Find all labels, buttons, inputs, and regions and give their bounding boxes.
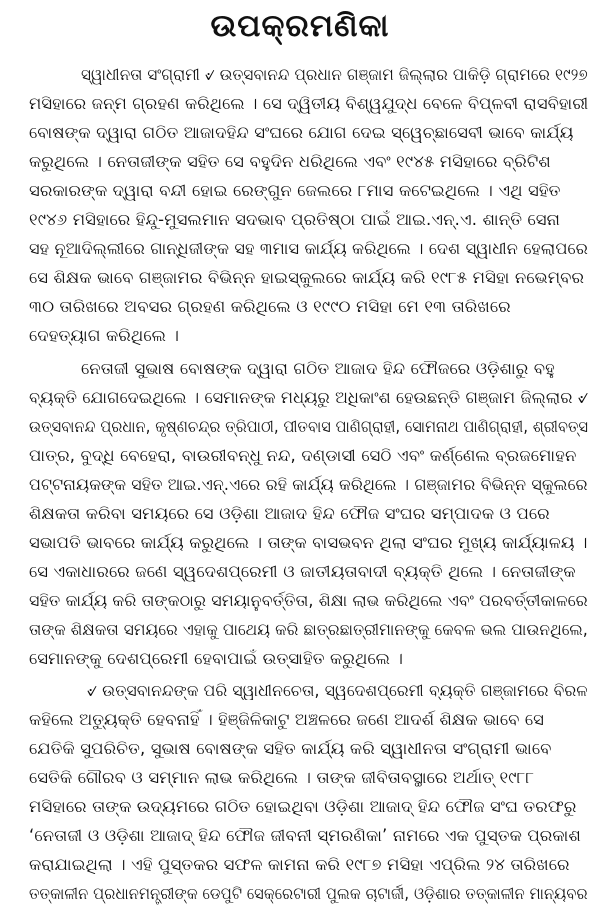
text-line: ସହ ନୂଆଦିଲ୍ଲୀରେ ଗାନ୍ଧିଜୀଙ୍କ ସହ ୩ମାସ କାର୍ଯ୍ୟ କରିଥିଲେ । ଦେଶ ସ୍ୱାଧୀନ ହେଲାପରେ [29, 239, 588, 258]
text-line: ମସିହାରେ ତାଙ୍କ ଉଦ୍ୟମରେ ଗଠିତ ହୋଇଥିବା ଓଡ଼ିଶା ଆଜାଦ୍ ହିନ୍ଦ ଫୌଜ ସଂଘ ତରଫରୁ [29, 797, 577, 816]
text-line: ସେ ଶିକ୍ଷକ ଭାବେ ଗଞ୍ଜାମର ବିଭିନ୍ନ ହାଇସ୍କୁଲରେ କାର୍ଯ୍ୟ କରି ୧୯୮୫ ମସିହା ନଭେମ୍ବର [29, 268, 585, 287]
text-line: ବ୍ୟକ୍ତି ଯୋଗଦେଇଥିଲେ । ସେମାନଙ୍କ ମଧ୍ୟରୁ ଅଧିକାଂଶ ହେଉଛନ୍ତି ଗଞ୍ଜାମ ଜିଲ୍ଲାର ୰ [29, 388, 589, 407]
text-line: ବୋଷଙ୍କ ଦ୍ୱାରା ଗଠିତ ଆଜାଦହିନ୍ଦ ସଂଘରେ ଯୋଗ ଦେଇ ସ୍ୱେଚ୍ଛାସେବୀ ଭାବେ କାର୍ଯ୍ୟ [29, 123, 574, 142]
text-line: ସରକାରଙ୍କ ଦ୍ୱାରା ବନ୍ଦୀ ହୋଇ ରେଙ୍ଗୁନ ଜେଲରେ ୮ମାସ କଟେଇଥିଲେ । ଏଥି ସହିତ [29, 181, 561, 200]
text-line: କରାଯାଇଥିଲା । ଏହି ପୁସ୍ତକର ସଫଳ କାମନା କରି ୧୯୮୭ ମସିହା ଏପ୍ରିଲ ୨୪ ତାରିଖରେ [29, 855, 570, 874]
text-line: ନେତାଜୀ ସୁଭାଷ ବୋଷଙ୍କ ଦ୍ୱାରା ଗଠିତ ଆଜାଦ ହିନ୍ଦ ଫୌଜରେ ଓଡ଼ିଶାରୁ ବହୁ [81, 359, 555, 378]
text-line: ୧୯୪୬ ମସିହାରେ ହିନ୍ଦୁ-ମୁସଲମାନ ସଦଭାବ ପ୍ରତିଷ୍ଠା ପାଇଁ ଆଇ.ଏନ୍.ଏ. ଶାନ୍ତି ସେନା [29, 210, 560, 229]
text-line: କରୁଥିଲେ । ନେତାଜୀଙ୍କ ସହିତ ସେ ବହୁଦିନ ଧରିଥିଲେ ଏବଂ ୧୯୪୫ ମସିହାରେ ବ୍ରିଟିଶ [29, 152, 551, 171]
text-line: କହିଲେ ଅତ୍ୟୁକ୍ତି ହେବନାହିଁ । ହିଞ୍ଜିଳିକାଟୁ ଅଞ୍ଚଳରେ ଜଣେ ଆଦର୍ଶ ଶିକ୍ଷକ ଭାବେ ସେ [29, 710, 545, 729]
text-line: ୰ ଉତ୍ସବାନନ୍ଦଙ୍କ ପରି ସ୍ୱାଧୀନଚେତା, ସ୍ୱଦେଶପ୍ରେମୀ ବ୍ୟକ୍ତି ଗଞ୍ଜାମରେ ବିରଳ [87, 681, 588, 700]
text-line: ୩୦ ତାରିଖରେ ଅବସର ଗ୍ରହଣ କରିଥିଲେ ଓ ୧୯୯୦ ମସିହା ମେ ୧୩ ତାରିଖରେ [29, 297, 511, 316]
text-line: ତାଙ୍କ ଶିକ୍ଷକତା ସମୟରେ ଏହାକୁ ପାଥେୟ କରି ଛାତ୍ରଛାତ୍ରୀମାନଙ୍କୁ କେବଳ ଭଲ ପାଉନଥିଲେ, [29, 620, 588, 639]
text-line: ସେତିକି ଗୌରବ ଓ ସମ୍ମାନ ଲାଭ କରିଥିଲେ । ତାଙ୍କ ଜୀବିତାବସ୍ଥାରେ ଅର୍ଥାତ୍ ୧୯୮୮ [29, 768, 535, 787]
text-line: ପାତ୍ର, ବୁଦ୍ଧି ବେହେରା, ବାଉରୀବନ୍ଧୁ ନନ୍ଦ, ଦଣ୍ଡାସୀ ସେଠି ଏବଂ କର୍ଣ୍ଣେଲ ବ୍ରଜମୋହନ [29, 446, 577, 465]
text-line: ସ୍ୱାଧୀନତା ସଂଗ୍ରାମୀ ୰ ଉତ୍ସବାନନ୍ଦ ପ୍ରଧାନ ଗଞ୍ଜାମ ଜିଲ୍ଲାର ପାକିଡ଼ି ଗ୍ରାମରେ ୧୯୨୭ [81, 65, 588, 84]
text-line: ମସିହାରେ ଜନ୍ମ ଗ୍ରହଣ କରିଥିଲେ । ସେ ଦ୍ୱିତୀୟ ବିଶ୍ୱଯୁଦ୍ଧ ବେଳେ ବିପ୍ଳବୀ ରାସବିହାରୀ [29, 94, 589, 113]
text-line: ଶିକ୍ଷକତା କରିବା ସମୟରେ ସେ ଓଡ଼ିଶା ଆଜାଦ ହିନ୍ଦ ଫୌଜ ସଂଘର ସମ୍ପାଦକ ଓ ପରେ [29, 504, 550, 523]
text-line: ‘ନେତାଜୀ ଓ ଓଡ଼ିଶା ଆଜାଦ୍ ହିନ୍ଦ ଫୌଜ ଜୀବନୀ ସ୍ମରଣିକା’ ନାମରେ ଏକ ପୁସ୍ତକ ପ୍ରକାଶ [29, 826, 581, 845]
text-line: ପଟ୍ଟନାୟକଙ୍କ ସହିତ ଆଇ.ଏନ୍.ଏରେ ରହି କାର୍ଯ୍ୟ କରିଥିଲେ । ଗଞ୍ଜାମର ବିଭିନ୍ନ ସ୍କୁଲରେ [29, 475, 588, 494]
text-line: ସହିତ କାର୍ଯ୍ୟ କରି ତାଙ୍କଠାରୁ ସମୟାନୁବର୍ତ୍ତିତା, ଶିକ୍ଷା ଲାଭ କରିଥିଲେ ଏବଂ ପରବର୍ତ୍ତୀକାଳରେ [29, 591, 588, 610]
text-line: ସଭାପତି ଭାବରେ କାର୍ଯ୍ୟ କରୁଥିଲେ । ତାଙ୍କ ବାସଭବନ ଥିଲା ସଂଘର ମୁଖ୍ୟ କାର୍ଯ୍ୟାଳୟ । [29, 533, 588, 552]
text-line: ସେ ଏକାଧାରରେ ଜଣେ ସ୍ୱଦେଶପ୍ରେମୀ ଓ ଜାତୀୟତାବାଦୀ ବ୍ୟକ୍ତି ଥିଲେ । ନେତାଜୀଙ୍କ [29, 562, 576, 581]
text-line: ସେମାନଙ୍କୁ ଦେଶପ୍ରେମୀ ହେବାପାଇଁ ଉତ୍ସାହିତ କରୁଥିଲେ । [29, 649, 404, 668]
text-line: ଉତ୍ସବାନନ୍ଦ ପ୍ରଧାନ, କୃଷ୍ଣଚନ୍ଦ୍ର ତ୍ରିପାଠୀ, ପୀତବାସ ପାଣିଗ୍ରାହୀ, ସୋମନାଥ ପାଣିଗ୍ରାହୀ, ଶ୍ରୀବତ୍ସ [29, 417, 589, 436]
page-title: ଉପକ୍ରମଣିକା [210, 8, 390, 44]
text-line: ତତ୍କାଳୀନ ପ୍ରଧାନମନ୍ତ୍ରୀଙ୍କ ଡେପୁଟି ସେକ୍ରେଟାରୀ ପୁଲକ ଚାଟାର୍ଜୀ, ଓଡ଼ିଶାର ତତ୍କାଳୀନ ମାନ୍ୟବର [29, 884, 588, 903]
text-line: ଯେତିକି ସୁପରିଚିତ, ସୁଭାଷ ବୋଷଙ୍କ ସହିତ କାର୍ଯ୍ୟ କରି ସ୍ୱାଧୀନତା ସଂଗ୍ରାମୀ ଭାବେ [29, 739, 552, 758]
text-line: ଦେହତ୍ୟାଗ କରିଥିଲେ । [29, 326, 180, 345]
